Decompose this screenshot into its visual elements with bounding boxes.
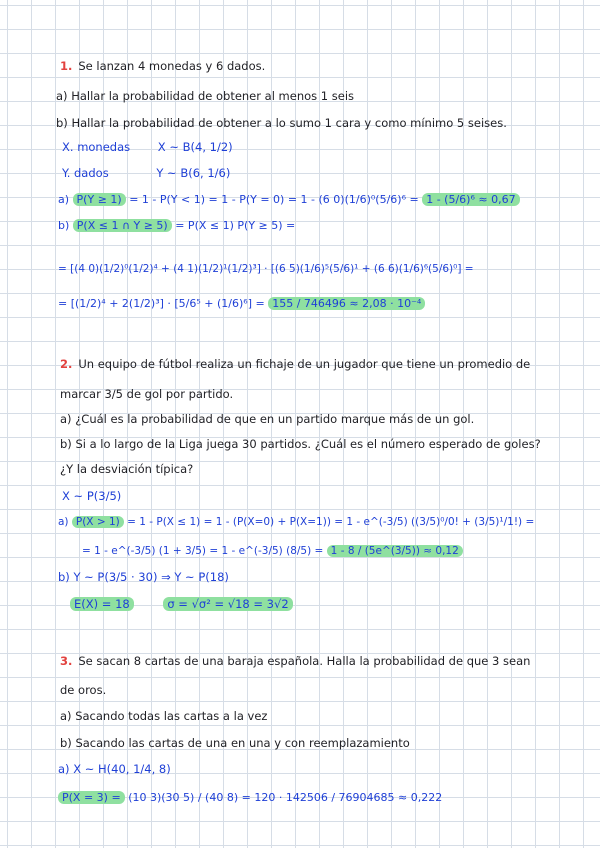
problem2-statement-2: marcar 3/5 de gol por partido.: [60, 387, 234, 401]
highlight-p-x-y: P(X ≤ 1 ∩ Y ≥ 5): [73, 219, 172, 232]
problem2-statement-1: 2. Un equipo de fútbol realiza un fichaje de un jugador que tiene un promedio de: [60, 357, 531, 371]
problem1-y-def: Y. dados Y ~ B(6, 1/6): [62, 166, 231, 180]
problem2-solution-a: a) P(X > 1) = 1 - P(X ≤ 1) = 1 - (P(X=0) + P(X=1)) = 1 - e^(-3/5) ((3/5)⁰/0! + (3/5)¹/1!) =: [58, 516, 535, 528]
problem3-solution-a: a) X ~ H(40, 1/4, 8): [58, 762, 171, 776]
problem1-solution-a: a) P(Y ≥ 1) = 1 - P(Y < 1) = 1 - P(Y = 0) = 1 - (6 0)(1/6)⁰(5/6)⁶ = 1 - (5/6)⁶ ≈ 0,67: [58, 192, 520, 208]
problem3-part-a: a) Sacando todas las cartas a la vez: [60, 709, 268, 723]
problem3-statement-2: de oros.: [60, 683, 107, 697]
problem2-number: 2.: [60, 357, 73, 371]
highlight-p-x-eq-3: P(X = 3) =: [58, 791, 125, 804]
problem2-solution-b: b) Y ~ P(3/5 · 30) ⇒ Y ~ P(18): [58, 570, 229, 584]
problem3-statement-1: 3. Se sacan 8 cartas de una baraja española. Halla la probabilidad de que 3 sean: [60, 654, 531, 668]
result-2a-highlight: 1 - 8 / (5e^(3/5)) ≈ 0,12: [327, 545, 463, 557]
problem1-part-b: b) Hallar la probabilidad de obtener a lo sumo 1 cara y como mínimo 5 seises.: [56, 116, 507, 130]
problem2-part-b-1: b) Si a lo largo de la Liga juega 30 partidos. ¿Cuál es el número esperado de goles?: [60, 437, 541, 451]
highlight-p-y-ge-1: P(Y ≥ 1): [73, 193, 126, 206]
problem2-solution-a-line2: = 1 - e^(-3/5) (1 + 3/5) = 1 - e^(-3/5) (8/5) = 1 - 8 / (5e^(3/5)) ≈ 0,12: [82, 543, 463, 559]
problem1-solution-b: b) P(X ≤ 1 ∩ Y ≥ 5) = P(X ≤ 1) P(Y ≥ 5) =: [58, 219, 296, 232]
highlight-p-x-gt-1: P(X > 1): [72, 516, 124, 528]
problem1-statement: 1. Se lanzan 4 monedas y 6 dados.: [60, 59, 266, 73]
result-a-highlight: 1 - (5/6)⁶ ≈ 0,67: [422, 193, 519, 206]
problem3-number: 3.: [60, 654, 73, 668]
problem2-dist: X ~ P(3/5): [62, 489, 122, 503]
stddev-highlight: σ = √σ² = √18 = 3√2: [163, 597, 292, 611]
result-b-highlight: 155 / 746496 ≈ 2,08 · 10⁻⁴: [268, 297, 425, 310]
problem2-part-b-2: ¿Y la desviación típica?: [60, 462, 194, 476]
problem1-part-a: a) Hallar la probabilidad de obtener al menos 1 seis: [56, 89, 355, 103]
problem1-x-def: X. monedas X ~ B(4, 1/2): [62, 140, 233, 154]
problem3-solution-a-line2: P(X = 3) = (10 3)(30 5) / (40 8) = 120 · 142506 / 76904685 ≈ 0,222: [58, 790, 442, 806]
problem1-number: 1.: [60, 59, 73, 73]
problem1-solution-b-line2: = [(4 0)(1/2)⁰(1/2)⁴ + (4 1)(1/2)¹(1/2)³] · [(6 5)(1/6)⁵(5/6)¹ + (6 6)(1/6)⁶(5/6)⁰] =: [58, 263, 474, 275]
problem3-part-b: b) Sacando las cartas de una en una y con reemplazamiento: [60, 736, 410, 750]
expected-value-highlight: E(X) = 18: [70, 597, 134, 611]
problem2-results: [70, 596, 293, 612]
problem1-solution-b-line3: = [(1/2)⁴ + 2(1/2)³] · [5/6⁵ + (1/6)⁶] = 155 / 746496 ≈ 2,08 · 10⁻⁴: [58, 296, 425, 312]
problem2-part-a: a) ¿Cuál es la probabilidad de que en un partido marque más de un gol.: [60, 412, 475, 426]
